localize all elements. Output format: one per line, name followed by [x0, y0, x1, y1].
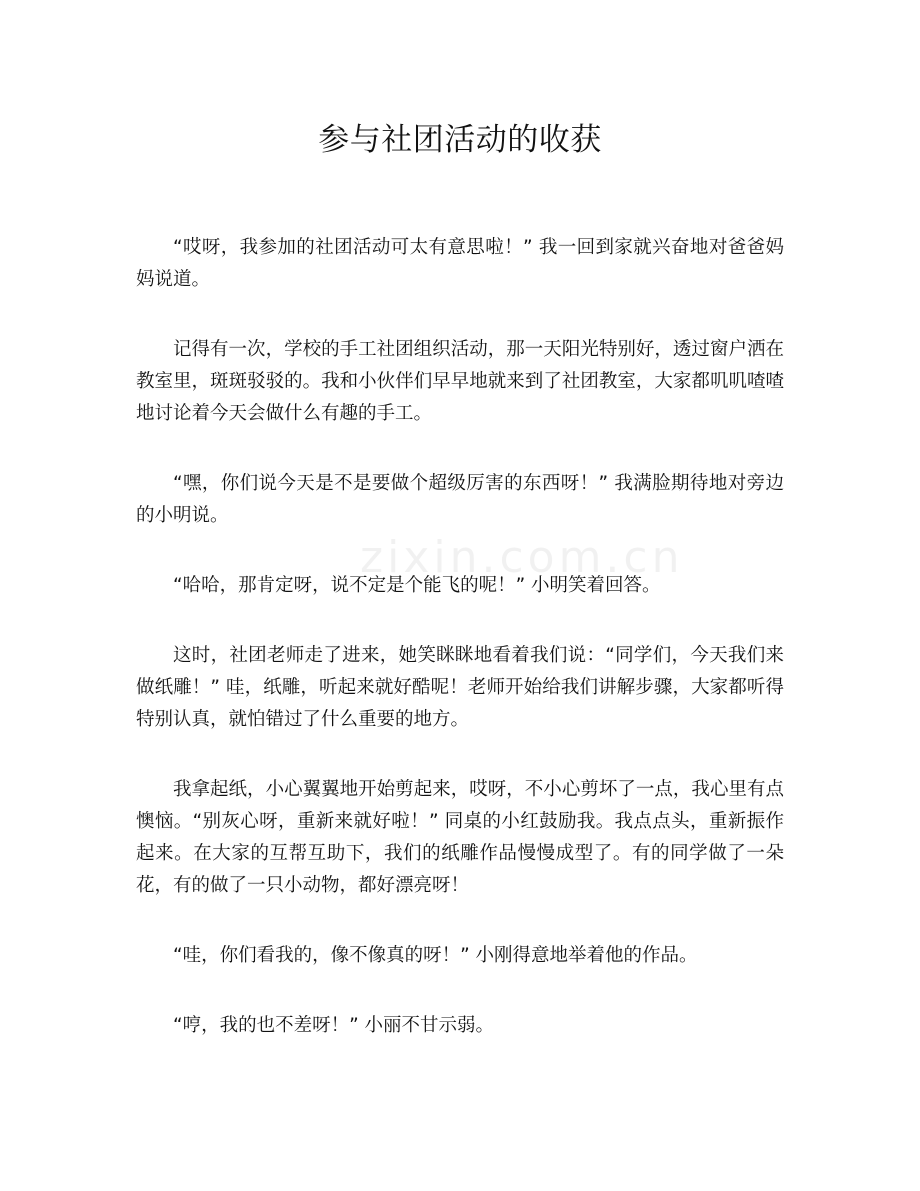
- paragraph: 记得有一次，学校的手工社团组织活动，那一天阳光特别好，透过窗户洒在教室里，斑斑驳驳的。我和小伙伴们早早地就来到了社团教室，大家都叽叽喳喳地讨论着今天会做什么有趣的手工。: [136, 339, 784, 424]
- paragraph: “哈哈，那肯定呀，说不定是个能飞的呢！” 小明笑着回答。: [173, 575, 661, 596]
- paragraph: “哼，我的也不差呀！” 小丽不甘示弱。: [173, 1015, 495, 1036]
- paragraph: “哇，你们看我的，像不像真的呀！” 小刚得意地举着他的作品。: [173, 945, 698, 966]
- document-title: 参与社团活动的收获: [318, 122, 602, 158]
- paragraph: 我拿起纸，小心翼翼地开始剪起来，哎呀，不小心剪坏了一点，我心里有点懊恼。“别灰心呀，重新来就好啦！” 同桌的小红鼓励我。我点点头，重新振作起来。在大家的互帮互助下，我们的纸雕作品慢慢成型了。有的同学做了一朵花，有的做了一只小动物，都好漂亮呀！: [136, 779, 784, 896]
- watermark: zixin.com.cn: [360, 532, 684, 583]
- paragraph: 这时，社团老师走了进来，她笑眯眯地看着我们说：“同学们，今天我们来做纸雕！” 哇，纸雕，听起来就好酷呢！老师开始给我们讲解步骤，大家都听得特别认真，就怕错过了什么重要的地方。: [136, 645, 784, 730]
- document-body: [136, 232, 784, 1080]
- paragraph: “嘿，你们说今天是不是要做个超级厉害的东西呀！” 我满脸期待地对旁边的小明说。: [136, 473, 784, 526]
- paragraph: “哎呀，我参加的社团活动可太有意思啦！” 我一回到家就兴奋地对爸爸妈妈说道。: [136, 237, 784, 290]
